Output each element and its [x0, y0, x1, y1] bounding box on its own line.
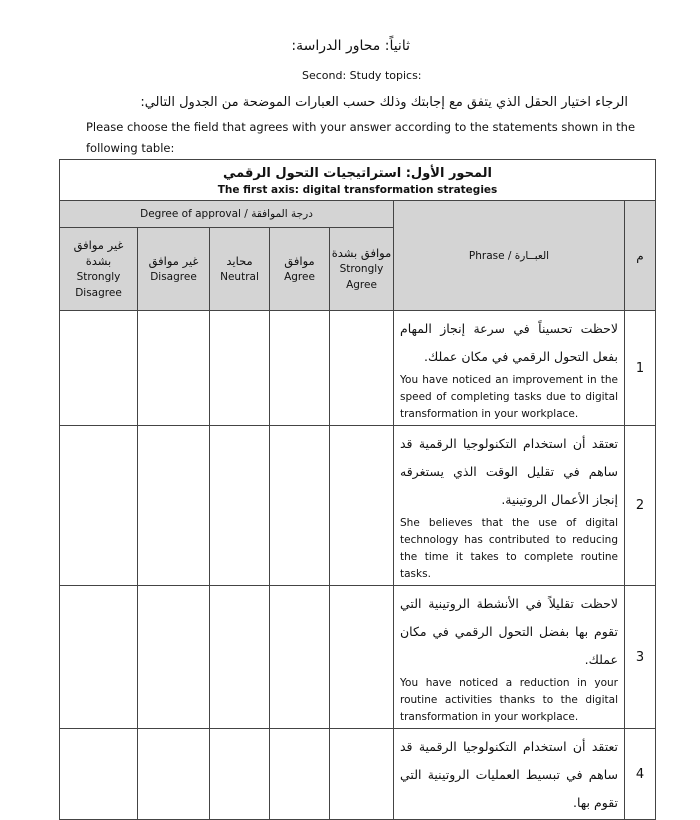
statement-english: You have noticed an improvement in the speed of completing tasks due to digital transformation in your workplace. — [400, 374, 618, 420]
answer-cell-neutral[interactable] — [210, 311, 270, 426]
option-strongly-disagree — [60, 228, 138, 311]
row-number: 3 — [625, 586, 656, 729]
statement-english: You have noticed a reduction in your routine activities thanks to the digital transformation in your workplace. — [400, 677, 618, 723]
instruction-arabic: الرجاء اختيار الحقل الذي يتفق مع إجابتك وذلك حسب العبارات الموضحة من الجدول التالي: — [140, 95, 628, 110]
table-row — [60, 311, 656, 426]
option-neutral — [210, 228, 270, 311]
statement-cell — [394, 426, 625, 586]
option-label-arabic: غير موافق بشدة — [73, 238, 124, 268]
phrase-header: Phrase / العبــارة — [394, 201, 625, 311]
option-agree — [270, 228, 330, 311]
answer-cell-agree[interactable] — [270, 586, 330, 729]
survey-table — [59, 159, 656, 820]
answer-cell-strongly-agree[interactable] — [330, 426, 394, 586]
answer-cell-strongly-disagree[interactable] — [60, 311, 138, 426]
axis-title-english: The first axis: digital transformation strategies — [217, 184, 498, 196]
instruction-english: Please choose the field that agrees with your answer according to the statements shown in the following table: — [86, 120, 636, 155]
answer-cell-disagree[interactable] — [138, 426, 210, 586]
answer-cell-disagree[interactable] — [138, 729, 210, 820]
table-row — [60, 426, 656, 586]
statement-arabic: لاحظت تحسيناً في سرعة إنجاز المهام بفعل التحول الرقمي في مكان عملك. — [400, 321, 618, 364]
answer-cell-neutral[interactable] — [210, 729, 270, 820]
answer-cell-strongly-disagree[interactable] — [60, 426, 138, 586]
statement-arabic: لاحظت تقليلاً في الأنشطة الروتينية التي تقوم بها بفضل التحول الرقمي في مكان عملك. — [400, 596, 618, 667]
statement-cell — [394, 729, 625, 820]
axis-header — [60, 160, 656, 201]
answer-cell-strongly-agree[interactable] — [330, 729, 394, 820]
statement-arabic: تعتقد أن استخدام التكنولوجيا الرقمية قد ساهم في تبسيط العمليات الروتينية التي تقوم بها. — [400, 739, 618, 810]
answer-cell-disagree[interactable] — [138, 586, 210, 729]
section-title-english: Second: Study topics: — [302, 69, 422, 82]
answer-cell-strongly-disagree[interactable] — [60, 729, 138, 820]
answer-cell-agree[interactable] — [270, 426, 330, 586]
option-label-english: Strongly Agree — [339, 263, 384, 291]
row-number: 2 — [625, 426, 656, 586]
table-row — [60, 586, 656, 729]
answer-cell-neutral[interactable] — [210, 586, 270, 729]
answer-cell-agree[interactable] — [270, 729, 330, 820]
statement-cell — [394, 311, 625, 426]
option-label-english: Strongly Disagree — [75, 271, 122, 299]
statement-cell — [394, 586, 625, 729]
option-disagree — [138, 228, 210, 311]
option-strongly-agree — [330, 228, 394, 311]
row-number: 1 — [625, 311, 656, 426]
option-label-english: Neutral — [220, 271, 259, 283]
answer-cell-strongly-agree[interactable] — [330, 311, 394, 426]
row-number: 4 — [625, 729, 656, 820]
statement-english: She believes that the use of digital technology has contributed to reducing the time it takes to complete routine tasks. — [400, 517, 618, 580]
degree-of-approval-header: Degree of approval / درجة الموافقة — [60, 201, 394, 228]
option-label-english: Agree — [284, 271, 315, 283]
statement-arabic: تعتقد أن استخدام التكنولوجيا الرقمية قد ساهم في تقليل الوقت الذي يستغرقه إنجاز الأعمال الروتينية. — [400, 436, 618, 507]
answer-cell-agree[interactable] — [270, 311, 330, 426]
option-label-arabic: موافق — [284, 254, 315, 268]
option-label-arabic: محايد — [226, 254, 253, 268]
section-title-arabic: ثانياً: محاور الدراسة: — [291, 38, 410, 54]
option-label-english: Disagree — [150, 271, 197, 283]
answer-cell-strongly-agree[interactable] — [330, 586, 394, 729]
answer-cell-neutral[interactable] — [210, 426, 270, 586]
table-row — [60, 729, 656, 820]
answer-cell-strongly-disagree[interactable] — [60, 586, 138, 729]
number-header: م — [625, 201, 656, 311]
axis-title-arabic: المحور الأول: استراتيجيات التحول الرقمي — [223, 166, 493, 181]
answer-cell-disagree[interactable] — [138, 311, 210, 426]
option-label-arabic: موافق بشدة — [331, 246, 392, 260]
option-label-arabic: غير موافق — [148, 254, 199, 268]
